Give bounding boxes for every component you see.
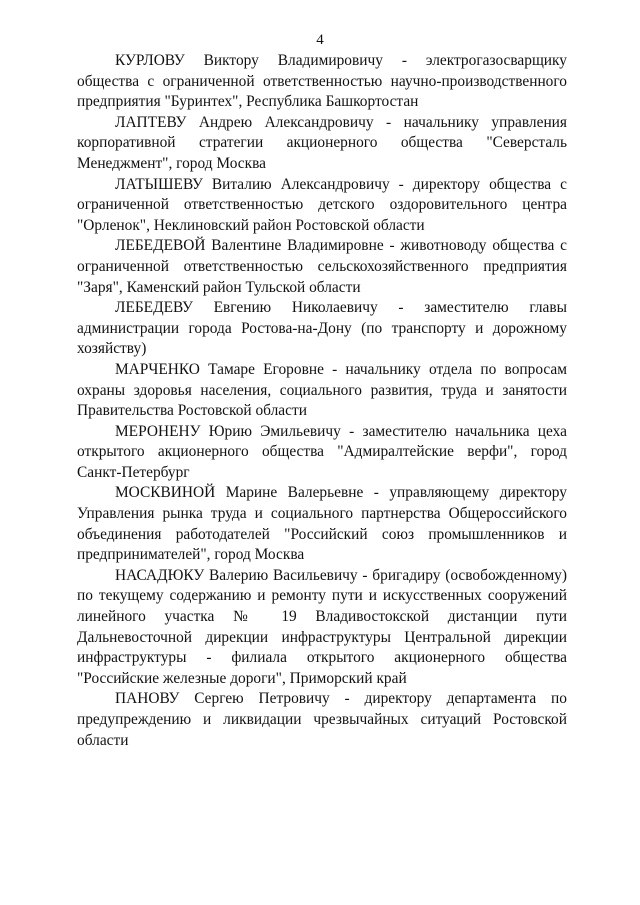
award-entry-marchenko: МАРЧЕНКО Тамаре Егоровне - начальнику отдела по вопросам охраны здоровья населения, социального развития, труда и занятости Правительства Ростовской области xyxy=(77,360,567,420)
award-list xyxy=(77,51,567,751)
award-entry-meronen: МЕРОНЕНУ Юрию Эмильевичу - заместителю начальника цеха открытого акционерного общества "Адмиралтейские верфи", город Санкт-Петербург xyxy=(77,422,567,481)
award-entry-laptev: ЛАПТЕВУ Андрею Александровичу - начальнику управления корпоративной стратегии акционерного общества "Северсталь Менеджмент", город Москва xyxy=(77,113,567,172)
award-entry-kurlov: КУРЛОВУ Виктору Владимировичу - электрогазосварщику общества с ограниченной ответственностью научно-производственного предприятия "Буринтех", Республика Башкортостан xyxy=(77,52,567,111)
page-number: 4 xyxy=(316,32,324,48)
award-entry-lebedeva: ЛЕБЕДЕВОЙ Валентине Владимировне - животноводу общества с ограниченной ответственностью сельскохозяйственного предприятия "Заря", Каменский район Тульской области xyxy=(77,237,567,296)
award-entry-latyshev: ЛАТЫШЕВУ Виталию Александровичу - директору общества с ограниченной ответственностью детского оздоровительного центра "Орленок", Неклиновский район Ростовской области xyxy=(77,175,567,234)
award-entry-nasadyuk: НАСАДЮКУ Валерию Васильевичу - бригадиру (освобожденному) по текущему содержанию и ремонту пути и искусственных сооружений линейного участка № 19 Владивостокской дистанции пути Дальневосточной дирекции инфраструктуры Центральной дирекции инфраструктуры - филиала открытого акционерного общества "Российские железные дороги", Приморский край xyxy=(77,566,567,687)
award-entry-lebedev: ЛЕБЕДЕВУ Евгению Николаевичу - заместителю главы администрации города Ростова-на-Дону (по транспорту и дорожному хозяйству) xyxy=(77,299,567,358)
award-entry-panov: ПАНОВУ Сергею Петровичу - директору департамента по предупреждению и ликвидации чрезвычайных ситуаций Ростовской области xyxy=(77,690,567,749)
award-entry-moskvina: МОСКВИНОЙ Марине Валерьевне - управляющему директору Управления рынка труда и социального партнерства Общероссийского объединения работодателей "Российский союз промышленников и предпринимателей", город Москва xyxy=(77,484,567,564)
